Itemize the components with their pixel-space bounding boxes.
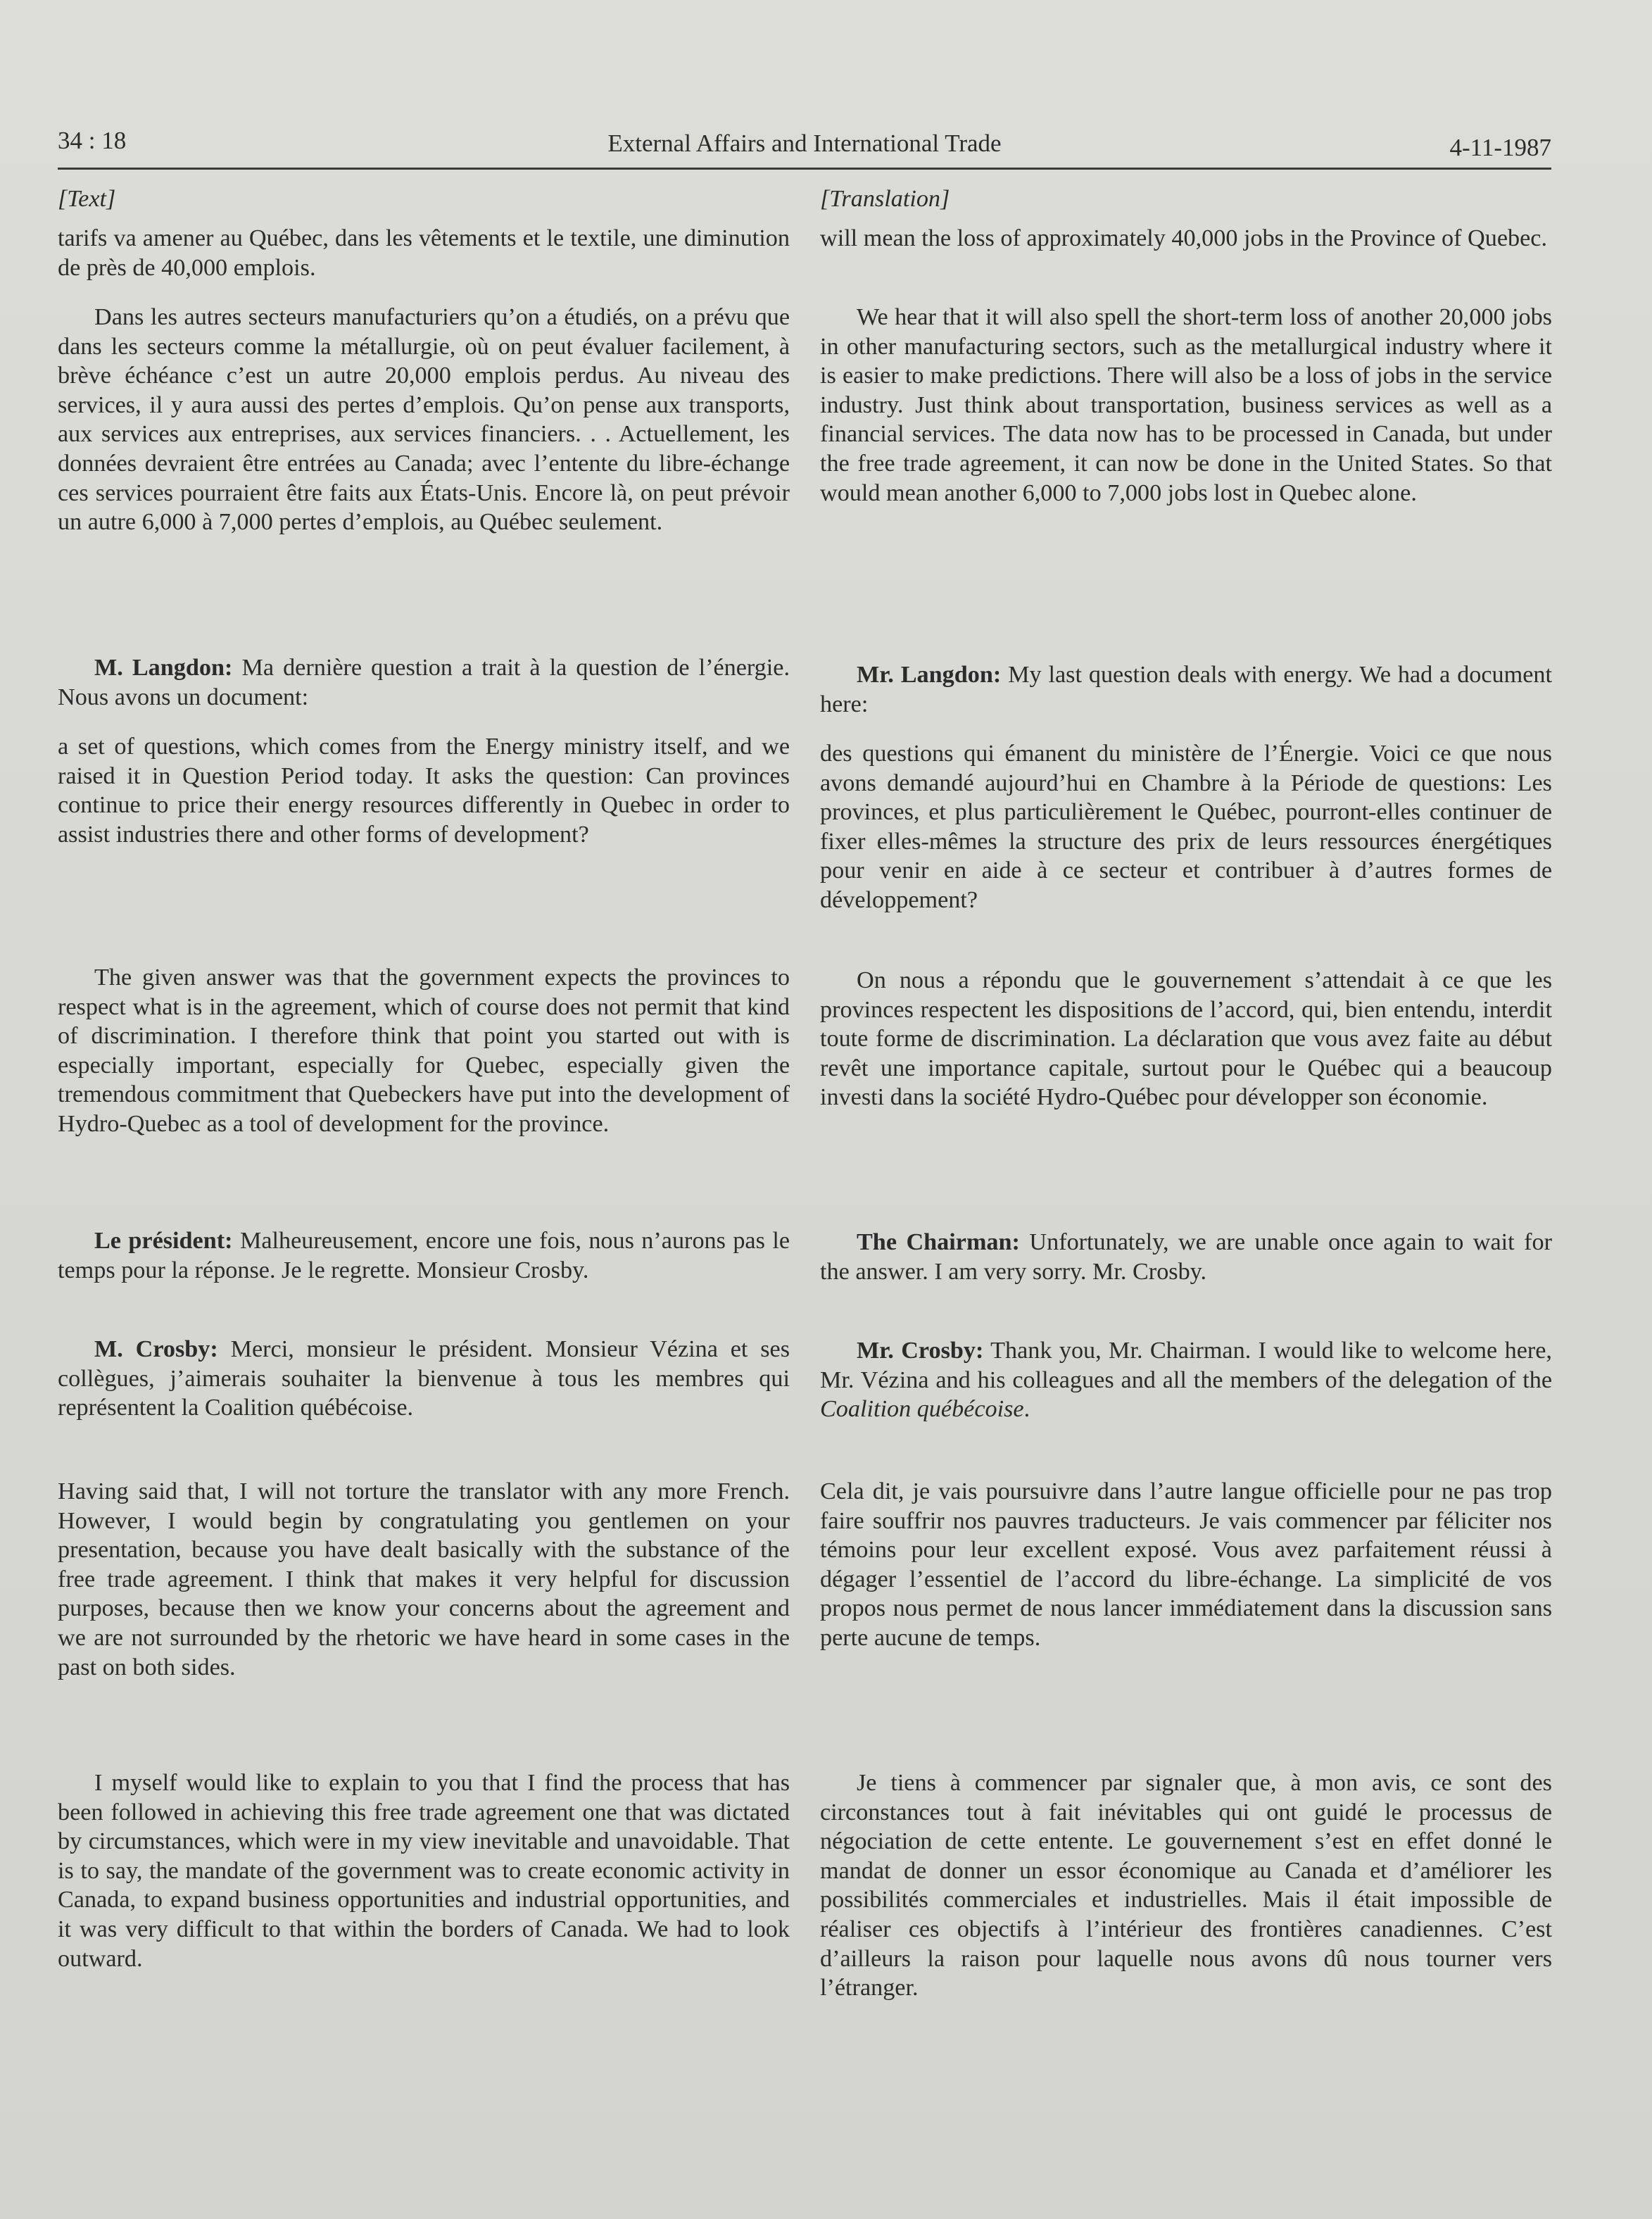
right-paragraph-8: Cela dit, je vais poursuivre dans l’autre langue officielle pour ne pas trop faire souffrir nos pauvres traducteurs. Je vais commencer par féliciter nos témoins pour leur excellent exposé. Vous avez parfaitement réussi à dégager l’essentiel de l’accord du libre-échange. La simplicité de vos propos nous permet de nous lancer immédiatement dans la discussion sans perte aucune de temps. <box>820 1478 1552 1651</box>
speaker-name: Le président: <box>94 1228 233 1254</box>
right-paragraph-4: des questions qui émanent du ministère de l’Énergie. Voici ce que nous avons demandé aujourd’hui en Chambre à la Période de questions: Les provinces, et plus particulièrement le Québec, pourront-elles continuer de fixer elles-mêmes la structure des prix de leurs ressources énergétiques pour venir en aide à ce secteur et contribuer à d’autres formes de développement? <box>820 741 1552 913</box>
left-column <box>58 184 790 1972</box>
right-paragraph-7 <box>820 1336 1552 1424</box>
speech-text: Thank you, Mr. Chairman. I would like to welcome here, Mr. Vézina and his colleagues and all the members of the delegation of the <box>820 1338 1552 1393</box>
right-paragraph-6 <box>820 1228 1552 1286</box>
speaker-name: Mr. Langdon: <box>857 662 1002 688</box>
header-date: 4-11-1987 <box>1449 134 1551 161</box>
speech-text: Ma dernière question a trait à la question de l’énergie. Nous avons un document: <box>58 655 790 710</box>
speech-text-end: . <box>1023 1396 1030 1423</box>
running-title: External Affairs and International Trade <box>607 130 1002 157</box>
left-paragraph-8: Having said that, I will not torture the translator with any more French. However, I would begin by congratulating you gentlemen on your presentation, because you have dealt basically with the substance of the free trade agreement. I think that makes it very helpful for discussion purposes, because then we know your concerns about the agreement and we are not surrounded by the rhetoric we have heard in some cases in the past on both sides. <box>58 1478 790 1680</box>
speech-text: Merci, monsieur le président. Monsieur Vézina et ses collègues, j’aimerais souhaiter la bienvenue à tous les membres qui représentent la Coalition québécoise. <box>58 1336 790 1421</box>
left-paragraph-2: Dans les autres secteurs manufacturiers qu’on a étudiés, on a prévu que dans les secteurs comme la métallurgie, où on peut évaluer facilement, à brève échéance c’est un autre 20,000 emplois perdus. Au niveau des services, il y aura aussi des pertes d’emplois. Qu’on pense aux transports, aux services aux entreprises, aux services financiers. . . Actuellement, les données devraient être entrées au Canada; avec l’entente du libre-échange ces services pourraient être faits aux États-Unis. Encore là, on peut prévoir un autre 6,000 à 7,000 pertes d’emplois, au Québec seulement. <box>58 304 790 536</box>
speech-text: Malheureusement, encore une fois, nous n’aurons pas le temps pour la réponse. Je le regrette. Monsieur Crosby. <box>58 1228 790 1283</box>
page-header <box>58 124 1551 168</box>
right-paragraph-9: Je tiens à commencer par signaler que, à mon avis, ce sont des circonstances tout à fait inévitables qui ont guidé le processus de négociation de cette entente. Le gouvernement s’est en effet donné le mandat de donner un essor économique au Canada et d’améliorer les possibilités commerciales et industrielles. Mais il était impossible de réaliser ces objectifs à l’intérieur des frontières canadiennes. C’est d’ailleurs la raison pour laquelle nous avons dû nous tourner vers l’étranger. <box>820 1770 1552 2001</box>
left-paragraph-3 <box>58 653 790 712</box>
page-number: 34 : 18 <box>58 127 127 154</box>
right-paragraph-1: will mean the loss of approximately 40,000 jobs in the Province of Quebec. <box>820 225 1548 251</box>
left-paragraph-4: a set of questions, which comes from the Energy ministry itself, and we raised it in Question Period today. It asks the question: Can provinces continue to price their energy resources differently in Quebec in order to assist industries there and other forms of development? <box>58 734 790 848</box>
coalition-name: Coalition québécoise <box>820 1396 1024 1423</box>
right-paragraph-3 <box>820 660 1552 719</box>
speaker-name: The Chairman: <box>857 1229 1020 1255</box>
text-tag: [Text] <box>58 186 116 212</box>
right-column <box>820 184 1553 2001</box>
speaker-name: M. Langdon: <box>94 655 233 681</box>
left-paragraph-7 <box>58 1335 790 1423</box>
left-paragraph-9: I myself would like to explain to you that I find the process that has been followed in achieving this free trade agreement one that was dictated by circumstances, which were in my view inevitable and unavoidable. That is to say, the mandate of the government was to create economic activity in Canada, to expand business opportunities and industrial opportunities, and it was very difficult to that within the borders of Canada. We had to look outward. <box>58 1770 790 1972</box>
header-rule <box>58 168 1551 170</box>
translation-tag: [Translation] <box>820 186 950 212</box>
left-paragraph-5: The given answer was that the government expects the provinces to respect what is in the agreement, which of course does not permit that kind of discrimination. I therefore think that point you started out with is especially important, especially for Quebec, especially given the tremendous commitment that Quebeckers have put into the development of Hydro-Quebec as a tool of development for the province. <box>58 964 790 1137</box>
right-paragraph-5: On nous a répondu que le gouvernement s’attendait à ce que les provinces respectent les dispositions de l’accord, qui, bien entendu, interdit toute forme de discrimination. La déclaration que vous avez faite au début revêt une importance capitale, surtout pour le Québec qui a beaucoup investi dans la société Hydro-Québec pour développer son économie. <box>820 967 1552 1111</box>
speaker-name: M. Crosby: <box>94 1336 218 1362</box>
left-paragraph-6 <box>58 1226 790 1285</box>
left-paragraph-1: tarifs va amener au Québec, dans les vêtements et le textile, une diminution de près de 40,000 emplois. <box>58 225 790 281</box>
speaker-name: Mr. Crosby: <box>857 1338 984 1364</box>
speech-text: Unfortunately, we are unable once again to wait for the answer. I am very sorry. Mr. Crosby. <box>820 1229 1552 1285</box>
right-paragraph-2: We hear that it will also spell the short-term loss of another 20,000 jobs in other manufacturing sectors, such as the metallurgical industry where it is easier to make predictions. There will also be a loss of jobs in the service industry. Just think about transportation, business services as well as a financial services. The data now has to be processed in Canada, but under the free trade agreement, it can now be done in the United States. So that would mean another 6,000 to 7,000 jobs lost in Quebec alone. <box>820 304 1552 506</box>
speech-text: My last question deals with energy. We had a document here: <box>820 662 1553 717</box>
